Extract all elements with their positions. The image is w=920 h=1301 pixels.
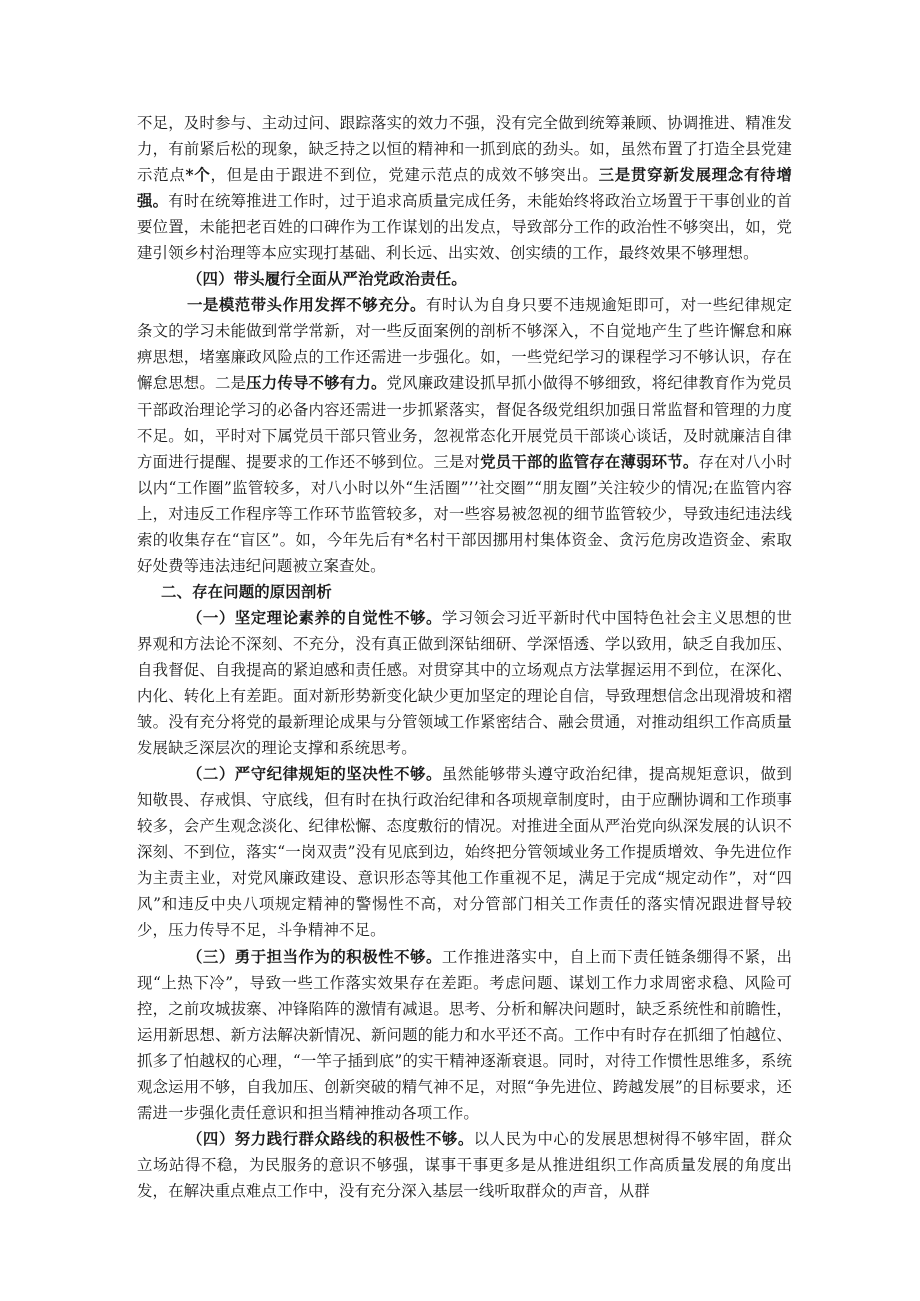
text-run: 学习领会习近平新时代中国特色社会主义思想的世界观和方法论不深刻、不充分，没有真正做到深钻细研、学深悟透、学以致用，缺乏自我加压、自我督促、自我提高的紧迫感和责任感。对贯穿其中的立场观点方法掌握运用不到位，在深化、内化、转化上有差距。面对新形势新变化缺少更加坚定的理论自信，导致理想信念出现滑坡和褶皱。没有充分将党的最新理论成果与分管领域工作紧密结合、融会贯通，对推动组织工作高质量发展缺乏深层次的理论支撑和系统思考。 [137, 608, 792, 758]
text-run: 以人民为中心的发展思想树得不够牢固，群众立场站得不稳，为民服务的意识不够强，谋事干事更多是从推进组织工作高质量发展的角度出发，在解决重点难点工作中，没有充分深入基层一线听取群众的声音，从群 [137, 1129, 792, 1200]
section-heading-4 [137, 266, 792, 292]
paragraph-cause-4 [137, 1126, 792, 1204]
bold-run: *个 [185, 166, 211, 185]
paragraph-discipline [137, 292, 792, 579]
bold-run: （一）坚定理论素养的自觉性不够。 [187, 608, 442, 627]
text-run: 不足，及时参与、主动过问、跟踪落实的效力不强，没有完全做到统筹兼顾、协调推进、精准发力，有前紧后松的现象，缺乏持之以恒的精神和一抓到底的劲头。如，虽然布置了打造全县党建示范点 [137, 114, 792, 185]
text-run: 存在对八小时以内“工作圈”监管较多，对八小时以外“生活圈”’’社交圈”“朋友圈”关注较少的情况;在监管内容上，对违反工作程序等工作环节监管较多，对一些容易被忽视的细节监管较少，导致违纪违法线索的收集存在“盲区”。如，今年先后有*名村干部因挪用村集体资金、贪污危房改造资金、索取好处费等违法违纪问题被立案查处。 [137, 452, 792, 575]
paragraph-continued [137, 110, 792, 266]
bold-run: （三）勇于担当作为的积极性不够。 [187, 947, 442, 966]
heading-text: 二、存在问题的原因剖析 [161, 582, 332, 601]
text-run: 有时认为自身只要不违规逾矩即可，对一些纪律规定条文的学习未能做到常学常新，对一些反面案例的剖析不够深入，不自觉地产生了些许懈怠和麻痹思想，堵塞廉政风险点的工作还需进一步强化。如，一些党纪学习的课程学习不够认识，存在懈怠思想。二是 [137, 296, 792, 393]
heading-text: （四）带头履行全面从严治党政治责任。 [187, 270, 467, 289]
text-run: ，但是由于跟进不到位，党建示范点的成效不够突出。 [210, 166, 599, 185]
text-run: 虽然能够带头遵守政治纪律，提高规矩意识，做到知敬畏、存戒惧、守底线，但有时在执行政治纪律和各项规章制度时，由于应酬协调和工作琐事较多，会产生观念淡化、纪律松懈、态度敷衍的情况。对推进全面从严治党向纵深发展的认识不深刻、不到位，落实“一岗双责”没有见底到边，始终把分管领域业务工作提质增效、争先进位作为主责主业，对党风廉政建设、意识形态等其他工作重视不足，满足于完成“规定动作”，对“四风”和违反中央八项规定精神的警惕性不高，对分管部门相关工作责任的落实情况跟进督导较少，压力传导不足，斗争精神不足。 [137, 765, 792, 940]
document-page [137, 110, 792, 1204]
bold-run: （四）努力践行群众路线的积极性不够。 [187, 1129, 474, 1148]
bold-run: （二）严守纪律规矩的坚决性不够。 [187, 765, 442, 784]
paragraph-cause-2 [137, 761, 792, 943]
bold-run: 三是贯穿新发展理念有待增强。 [137, 166, 792, 211]
section-heading-2 [137, 579, 792, 605]
bold-run: 一是模范带头作用发挥不够充分。 [187, 296, 426, 315]
text-run: 工作推进落实中，自上而下责任链条绷得不紧，出现“上热下冷”，导致一些工作落实效果存在差距。考虑问题、谋划工作力求周密求稳、风险可控，之前攻城拔寨、冲锋陷阵的激情有减退。思考、分析和解决问题时，缺乏系统性和前瞻性，运用新思想、新方法解决新情况、新问题的能力和水平还不高。工作中有时存在抓细了怕越位、抓多了怕越权的心理，“一竿子插到底”的实干精神逐渐衰退。同时，对待工作惯性思维多，系统观念运用不够，自我加压、创新突破的精气神不足，对照“争先进位、跨越发展”的目标要求，还需进一步强化责任意识和担当精神推动各项工作。 [137, 947, 792, 1122]
text-run: 有时在统筹推进工作时，过于追求高质量完成任务，未能始终将政治立场置于干事创业的首要位置，未能把老百姓的口碑作为工作谋划的出发点，导致部分工作的政治性不够突出，如，党建引领乡村治理等本应实现打基础、利长远、出实效、创实绩的工作，最终效果不够理想。 [137, 192, 792, 263]
bold-run: 党员干部的监管存在薄弱环节。 [480, 452, 699, 471]
text-run: 党风廉政建设抓早抓小做得不够细致，将纪律教育作为党员干部政治理论学习的必备内容还需进一步抓紧落实，督促各级党组织加强日常监督和管理的力度不足。如，平时对下属党员干部只管业务，忽视常态化开展党员干部谈心谈话，及时就廉洁自律方面进行提醒、提要求的工作还不够到位。三是对 [137, 374, 792, 471]
bold-run: 压力传导不够有力。 [246, 374, 387, 393]
paragraph-cause-3 [137, 944, 792, 1126]
paragraph-cause-1 [137, 605, 792, 761]
